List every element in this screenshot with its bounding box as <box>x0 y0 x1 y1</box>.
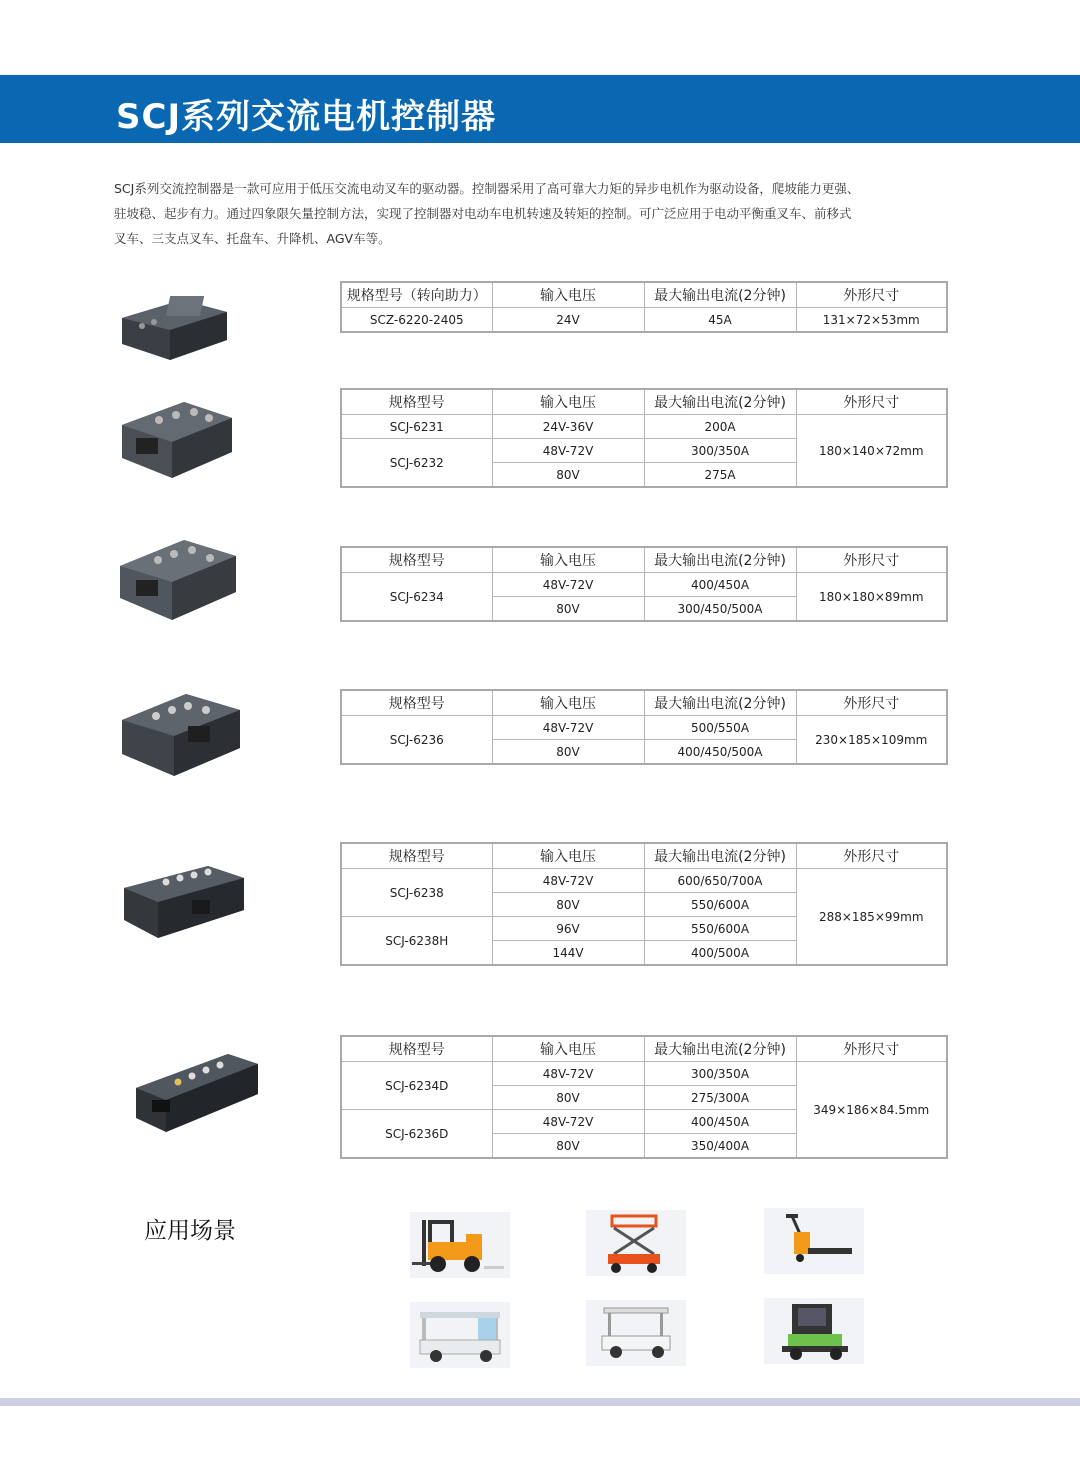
scissor-lift-icon <box>586 1210 686 1276</box>
table-header-row <box>341 843 947 869</box>
model-cell: SCJ-6234 <box>341 573 492 622</box>
current-cell: 300/350A <box>644 1062 796 1086</box>
spec-table-scj6234 <box>340 546 948 622</box>
pallet-truck-icon <box>764 1208 864 1274</box>
voltage-cell: 24V-36V <box>492 415 644 439</box>
table-header-row <box>341 389 947 415</box>
current-cell: 300/350A <box>644 439 796 463</box>
model-cell: SCJ-6232 <box>341 439 492 488</box>
intro-paragraph <box>114 176 954 251</box>
voltage-cell: 96V <box>492 917 644 941</box>
model-cell: SCJ-6238H <box>341 917 492 966</box>
spec-table-scj6234d <box>340 1035 948 1159</box>
size-cell: 180×140×72mm <box>796 415 947 488</box>
current-cell: 550/600A <box>644 893 796 917</box>
table-header-row <box>341 282 947 308</box>
table-row <box>341 415 947 439</box>
intro-line: 叉车、三支点叉车、托盘车、升降机、AGV车等。 <box>114 231 391 246</box>
current-cell: 275/300A <box>644 1086 796 1110</box>
current-cell: 300/450/500A <box>644 597 796 622</box>
voltage-cell: 80V <box>492 597 644 622</box>
controller-image-scj6234 <box>114 530 244 620</box>
voltage-cell: 48V-72V <box>492 1110 644 1134</box>
table-row <box>341 716 947 740</box>
voltage-cell: 80V <box>492 1086 644 1110</box>
col-header-current: 最大输出电流(2分钟) <box>644 282 796 308</box>
sightseeing-bus-icon <box>410 1302 510 1368</box>
col-header-current: 最大输出电流(2分钟) <box>644 1036 796 1062</box>
page-title: SCJ系列交流电机控制器 <box>116 97 497 137</box>
col-header-size: 外形尺寸 <box>796 547 947 573</box>
spec-table-scj6238 <box>340 842 948 966</box>
voltage-cell: 48V-72V <box>492 869 644 893</box>
col-header-voltage: 输入电压 <box>492 690 644 716</box>
table-header-row <box>341 547 947 573</box>
model-cell: SCJ-6231 <box>341 415 492 439</box>
size-cell: 288×185×99mm <box>796 869 947 966</box>
controller-image-scj6231 <box>114 390 244 480</box>
col-header-model: 规格型号 <box>341 547 492 573</box>
col-header-model: 规格型号 <box>341 1036 492 1062</box>
col-header-current: 最大输出电流(2分钟) <box>644 843 796 869</box>
col-header-voltage: 输入电压 <box>492 282 644 308</box>
col-header-current: 最大输出电流(2分钟) <box>644 389 796 415</box>
table-row <box>341 869 947 893</box>
col-header-voltage: 输入电压 <box>492 547 644 573</box>
col-header-model: 规格型号 <box>341 843 492 869</box>
voltage-cell: 48V-72V <box>492 716 644 740</box>
voltage-cell: 48V-72V <box>492 573 644 597</box>
sweeper-icon <box>764 1298 864 1364</box>
col-header-model: 规格型号 <box>341 389 492 415</box>
col-header-voltage: 输入电压 <box>492 389 644 415</box>
col-header-model: 规格型号（转向助力） <box>341 282 492 308</box>
voltage-cell: 80V <box>492 463 644 488</box>
model-cell: SCZ-6220-2405 <box>341 308 492 333</box>
voltage-cell: 80V <box>492 740 644 765</box>
current-cell: 350/400A <box>644 1134 796 1159</box>
intro-line: 驻坡稳、起步有力。通过四象限矢量控制方法，实现了控制器对电动车电机转速及转矩的控制。可广泛应用于电动平衡重叉车、前移式 <box>114 206 852 221</box>
voltage-cell: 48V-72V <box>492 439 644 463</box>
model-cell: SCJ-6234D <box>341 1062 492 1110</box>
col-header-current: 最大输出电流(2分钟) <box>644 690 796 716</box>
table-header-row <box>341 690 947 716</box>
voltage-cell: 48V-72V <box>492 1062 644 1086</box>
forklift-icon <box>410 1212 510 1278</box>
applications-title: 应用场景 <box>144 1218 236 1244</box>
size-cell: 131×72×53mm <box>796 308 947 333</box>
col-header-current: 最大输出电流(2分钟) <box>644 547 796 573</box>
size-cell: 180×180×89mm <box>796 573 947 622</box>
col-header-size: 外形尺寸 <box>796 1036 947 1062</box>
golf-cart-icon <box>586 1300 686 1366</box>
controller-image-scj6238 <box>118 858 248 948</box>
current-cell: 600/650/700A <box>644 869 796 893</box>
voltage-cell: 144V <box>492 941 644 966</box>
current-cell: 200A <box>644 415 796 439</box>
table-row <box>341 308 947 333</box>
col-header-voltage: 输入电压 <box>492 1036 644 1062</box>
current-cell: 275A <box>644 463 796 488</box>
current-cell: 45A <box>644 308 796 333</box>
model-cell: SCJ-6236D <box>341 1110 492 1159</box>
intro-line: SCJ系列交流控制器是一款可应用于低压交流电动叉车的驱动器。控制器采用了高可靠大力矩的异步电机作为驱动设备，爬坡能力更强、 <box>114 181 860 196</box>
col-header-size: 外形尺寸 <box>796 690 947 716</box>
model-cell: SCJ-6238 <box>341 869 492 917</box>
spec-table-scz6220 <box>340 281 948 333</box>
footer-band <box>0 1398 1080 1406</box>
voltage-cell: 80V <box>492 893 644 917</box>
controller-image-scz6220 <box>112 278 242 368</box>
table-row <box>341 1062 947 1086</box>
title-banner <box>0 75 1080 143</box>
col-header-size: 外形尺寸 <box>796 843 947 869</box>
current-cell: 400/450A <box>644 573 796 597</box>
col-header-voltage: 输入电压 <box>492 843 644 869</box>
size-cell: 230×185×109mm <box>796 716 947 765</box>
size-cell: 349×186×84.5mm <box>796 1062 947 1159</box>
controller-image-scj6234d <box>132 1048 262 1138</box>
controller-image-scj6236 <box>116 686 246 776</box>
spec-table-scj6236 <box>340 689 948 765</box>
current-cell: 400/450/500A <box>644 740 796 765</box>
spec-table-scj6231 <box>340 388 948 488</box>
voltage-cell: 24V <box>492 308 644 333</box>
model-cell: SCJ-6236 <box>341 716 492 765</box>
table-header-row <box>341 1036 947 1062</box>
col-header-model: 规格型号 <box>341 690 492 716</box>
voltage-cell: 80V <box>492 1134 644 1159</box>
col-header-size: 外形尺寸 <box>796 389 947 415</box>
current-cell: 400/450A <box>644 1110 796 1134</box>
col-header-size: 外形尺寸 <box>796 282 947 308</box>
current-cell: 550/600A <box>644 917 796 941</box>
table-row <box>341 573 947 597</box>
current-cell: 400/500A <box>644 941 796 966</box>
current-cell: 500/550A <box>644 716 796 740</box>
